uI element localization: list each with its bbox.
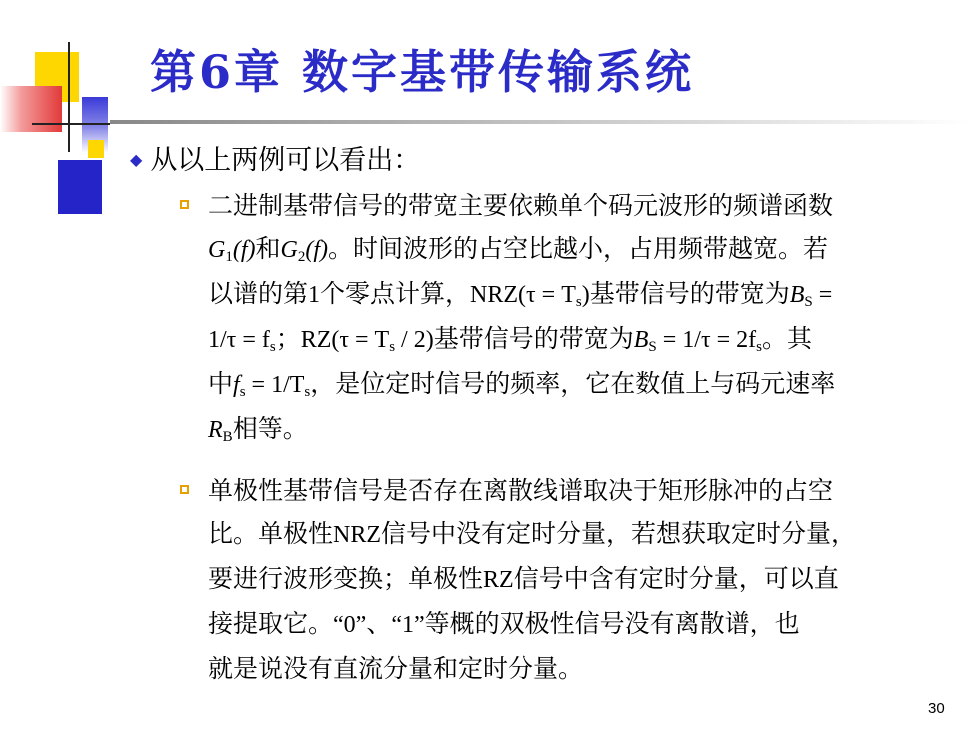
para1-line6: $R_B$相等。 <box>208 414 308 445</box>
para1-line1: 二进制基带信号的带宽主要依赖单个码元波形的频谱函数 <box>208 191 834 220</box>
paragraph-unipolar <box>180 469 856 690</box>
decor-horizontal-line <box>32 123 110 125</box>
para2-line2: 比。单极性NRZ信号中没有定时分量，若想获取定时分量， <box>208 519 857 548</box>
lead-text: 从以上两例可以看出： <box>150 145 421 176</box>
para2-line3: 要进行波形变换；单极性RZ信号中含有定时分量，可以直 <box>208 564 839 593</box>
decor-blue-square <box>58 160 102 214</box>
lead-bullet <box>130 138 420 177</box>
para2-line1: 单极性基带信号是否存在离散线谱取决于矩形脉冲的占空 <box>208 476 834 505</box>
paragraph-bandwidth <box>180 184 835 452</box>
title-underline <box>110 120 970 124</box>
para1-line2: $G_1(f)$和$G_2(f)$。时间波形的占空比越小，占用频带越宽。若 <box>208 234 829 265</box>
decor-vertical-line <box>68 42 70 152</box>
para2-line4: 接提取它。“0”、“1”等概的双极性信号没有离散谱，也 <box>208 609 800 638</box>
slide-title: 第6章 数字基带传输系统 <box>150 45 695 99</box>
decor-red-bar <box>0 86 62 132</box>
para2-line5: 就是说没有直流分量和定时分量。 <box>208 654 584 683</box>
diamond-bullet-icon: ◆ <box>130 150 143 169</box>
decor-yellow-small-square <box>88 140 104 158</box>
para1-line3: 以谱的第1个零点计算，$NRZ(\tau = T_s)$基带信号的带宽为$B_S$ = <box>208 279 833 310</box>
square-bullet-icon <box>180 485 189 494</box>
para1-line4: $1/\tau = f_s$；$RZ(\tau = T_s / 2)$基带信号的带宽为$B_S = 1/\tau = 2f_s$。其 <box>208 324 812 355</box>
para1-line5: 中$f_s = 1/T_s$，是位定时信号的频率，它在数值上与码元速率 <box>208 369 836 400</box>
page-number: 30 <box>928 700 945 717</box>
square-bullet-icon <box>180 200 189 209</box>
